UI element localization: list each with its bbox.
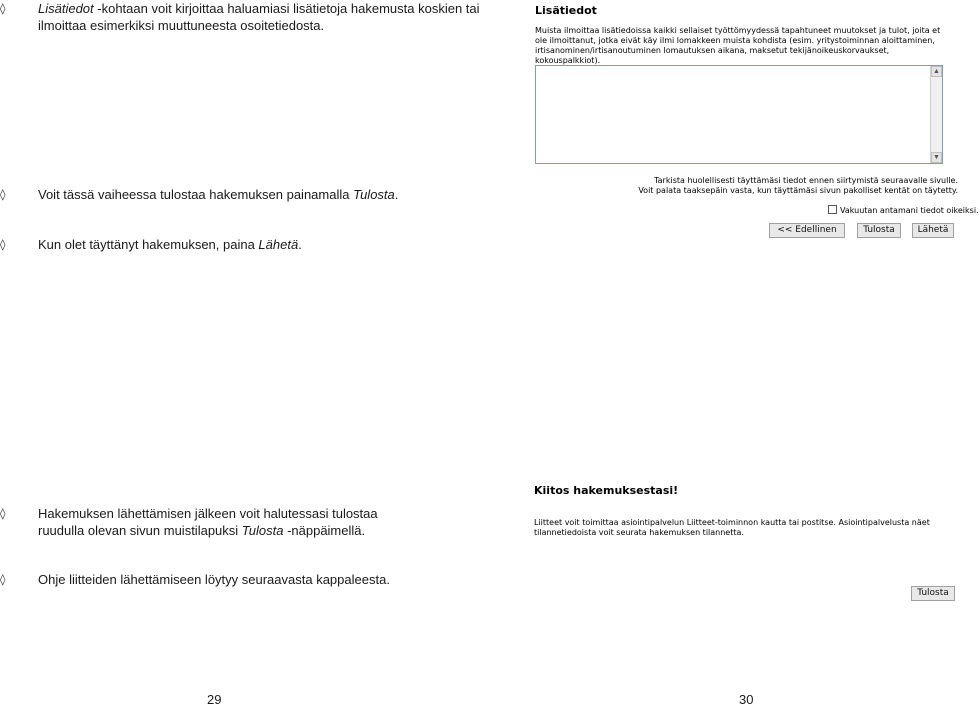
return-note: Voit palata taaksepäin vasta, kun täyttämäsi sivun pakolliset kentät on täytetty. xyxy=(638,186,958,195)
additional-info-textarea[interactable] xyxy=(535,65,943,164)
textarea-value xyxy=(536,66,942,70)
send-button[interactable]: Lähetä xyxy=(912,223,954,238)
page-number-right: 30 xyxy=(739,692,754,707)
previous-button[interactable]: << Edellinen xyxy=(769,223,845,238)
diamond-bullet-icon: ◊ xyxy=(0,2,6,15)
text-part: -näppäimellä. xyxy=(283,523,366,538)
text-part: Voit tässä vaiheessa tulostaa hakemuksen painamalla xyxy=(38,187,354,202)
diamond-bullet-icon: ◊ xyxy=(0,573,6,586)
confirm-checkbox[interactable] xyxy=(828,205,837,214)
text-part: Kun olet täyttänyt hakemuksen, paina xyxy=(38,237,259,252)
text-part: Lisätiedot xyxy=(38,1,94,16)
instruction-text-5 xyxy=(38,571,520,588)
text-part: Ohje liitteiden lähettämiseen löytyy seuraavasta kappaleesta. xyxy=(38,572,390,587)
text-part: . xyxy=(298,237,302,252)
thanks-text: Liitteet voit toimittaa asiointipalvelun Liitteet-toiminnon kautta tai postitse. Asiointipalvelusta näet tilannetiedoista voit seurata hakemuksen tilannetta. xyxy=(534,518,930,537)
diamond-bullet-icon: ◊ xyxy=(0,188,6,201)
text-part: Tulosta xyxy=(353,187,395,202)
text-part: Hakemuksen lähettämisen jälkeen voit halutessasi tulostaa ruudulla olevan sivun muistilapuksi xyxy=(38,506,378,538)
section-title: Lisätiedot xyxy=(535,4,597,17)
print-button[interactable]: Tulosta xyxy=(857,223,901,238)
text-part: Tulosta xyxy=(241,523,284,538)
instruction-text-4 xyxy=(38,505,420,539)
instruction-text-3 xyxy=(38,236,520,253)
section-help-text: Muista ilmoittaa lisätiedoissa kaikki sellaiset työttömyydessä tapahtuneet muutokset ja tulot, joita et ole ilmoittanut, jotka eivät käy ilmi lomakkeen muista kohdista (esim. yritystoiminnan aloittaminen, irtisanominen/irtisanoutuminen lomautuksen aikana, maksetut tekijänoikeuskorvaukset, kokouspalkkiot). xyxy=(535,26,941,65)
scroll-up-icon[interactable]: ▲ xyxy=(931,66,942,77)
diamond-bullet-icon: ◊ xyxy=(0,238,6,251)
diamond-bullet-icon: ◊ xyxy=(0,507,6,520)
review-note: Tarkista huolellisesti täyttämäsi tiedot ennen siirtymistä seuraavalle sivulle. xyxy=(654,176,958,185)
text-part: Lähetä xyxy=(258,237,299,252)
thanks-print-button[interactable]: Tulosta xyxy=(911,586,955,601)
textarea-scrollbar[interactable] xyxy=(930,66,942,163)
scroll-down-icon[interactable]: ▼ xyxy=(931,152,942,163)
page-number-left: 29 xyxy=(207,692,222,707)
text-part: -kohtaan voit kirjoittaa haluamiasi lisätietoja hakemusta koskien tai ilmoittaa esimerkiksi muuttuneesta osoitetiedosta. xyxy=(38,1,480,33)
confirm-label: Vakuutan antamani tiedot oikeiksi. xyxy=(840,206,979,215)
confirm-row xyxy=(828,205,979,216)
instruction-text-1 xyxy=(38,0,520,34)
instruction-text-2 xyxy=(38,186,520,203)
text-part: . xyxy=(394,187,399,202)
thanks-title: Kiitos hakemuksestasi! xyxy=(534,484,679,497)
